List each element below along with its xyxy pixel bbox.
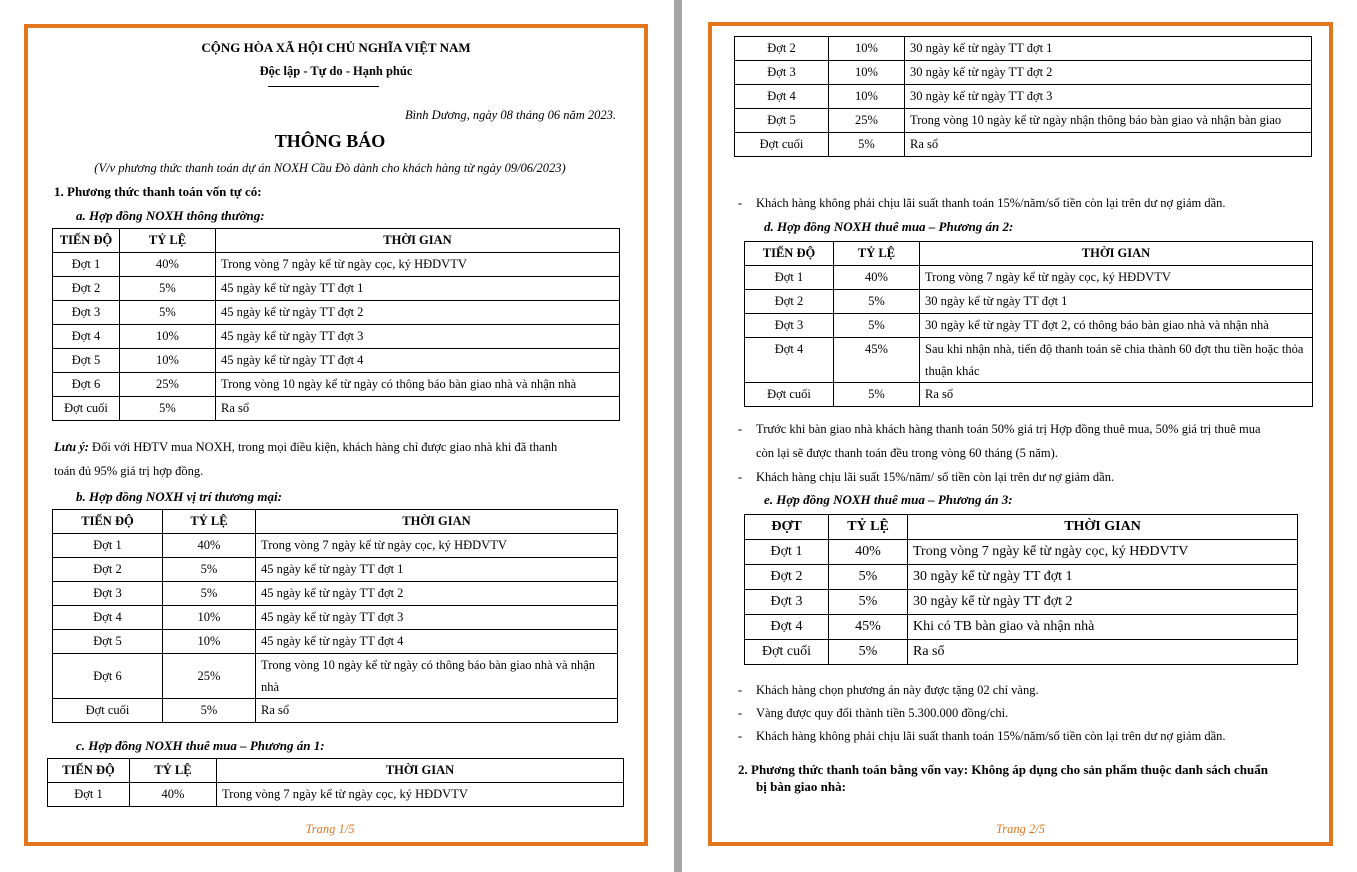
col-header-progress: TIẾN ĐỘ	[53, 510, 163, 534]
cell: Đợt cuối	[53, 397, 120, 421]
cell: Đợt 3	[745, 314, 834, 338]
cell: Đợt 1	[48, 783, 130, 807]
cell: Đợt 4	[735, 85, 829, 109]
col-header-ratio: TỶ LỆ	[163, 510, 256, 534]
table-row	[735, 61, 1312, 85]
page-1	[24, 24, 648, 846]
scroll-divider	[674, 0, 682, 872]
cell: Đợt 1	[53, 534, 163, 558]
table-row	[53, 582, 618, 606]
section-1-heading: 1. Phương thức thanh toán vốn tự có:	[54, 184, 262, 199]
cell: Đợt 3	[53, 301, 120, 325]
bullet-c1: Khách hàng không phải chịu lãi suất thanh toán 15%/năm/số tiền còn lại trên dư nợ giảm dần.	[756, 196, 1226, 210]
cell: Đợt 3	[735, 61, 829, 85]
cell: Đợt cuối	[735, 133, 829, 157]
cell: 30 ngày kể từ ngày TT đợt 2	[905, 61, 1312, 85]
cell: 40%	[130, 783, 217, 807]
cell: Đợt cuối	[745, 383, 834, 407]
cell: 5%	[163, 699, 256, 723]
cell: Trong vòng 7 ngày kể từ ngày cọc, ký HĐDVTV	[908, 540, 1298, 565]
cell: Đợt 3	[745, 590, 829, 615]
cell: Trong vòng 7 ngày kể từ ngày cọc, ký HĐDVTV	[216, 253, 620, 277]
cell: Đợt 6	[53, 373, 120, 397]
page-gap	[663, 0, 693, 872]
date-line: Bình Dương, ngày 08 tháng 06 năm 2023.	[404, 108, 616, 122]
cell: Trong vòng 7 ngày kể từ ngày cọc, ký HĐDVTV	[217, 783, 624, 807]
cell: Đợt 1	[745, 540, 829, 565]
col-header-progress: TIẾN ĐỘ	[53, 229, 120, 253]
table-row	[53, 630, 618, 654]
table-row	[745, 565, 1298, 590]
table-row	[745, 266, 1313, 290]
col-header-time: THỜI GIAN	[217, 759, 624, 783]
table-row	[745, 540, 1298, 565]
table-row	[745, 290, 1313, 314]
table-b	[52, 509, 618, 723]
cell: 45 ngày kể từ ngày TT đợt 3	[216, 325, 620, 349]
cell: Đợt cuối	[53, 699, 163, 723]
table-header-row	[53, 229, 620, 253]
table-e	[744, 514, 1298, 665]
cell: Trong vòng 7 ngày kể từ ngày cọc, ký HĐDVTV	[256, 534, 618, 558]
table-row	[745, 383, 1313, 407]
cell: 10%	[829, 61, 905, 85]
cell: 5%	[829, 565, 908, 590]
cell: Đợt 5	[735, 109, 829, 133]
bullet-e3: Khách hàng không phải chịu lãi suất thanh toán 15%/năm/số tiền còn lại trên dư nợ giảm dần.	[756, 729, 1226, 743]
cell: Đợt 6	[53, 654, 163, 699]
cell: 45%	[829, 615, 908, 640]
cell: Trong vòng 7 ngày kể từ ngày cọc, ký HĐDVTV	[920, 266, 1313, 290]
cell: Đợt 2	[745, 290, 834, 314]
cell: 45 ngày kể từ ngày TT đợt 4	[256, 630, 618, 654]
cell: Đợt 2	[735, 37, 829, 61]
note-line-2: toán đủ 95% giá trị hợp đồng.	[54, 464, 204, 478]
cell: Sau khi nhận nhà, tiến độ thanh toán sẽ chia thành 60 đợt thu tiền hoặc thỏa thuận khác	[920, 338, 1313, 383]
col-header-time: THỜI GIAN	[216, 229, 620, 253]
cell: 10%	[163, 630, 256, 654]
table-row	[53, 277, 620, 301]
cell: Đợt 5	[53, 630, 163, 654]
cell: Trong vòng 10 ngày kể từ ngày nhận thông báo bàn giao và nhận bàn giao	[905, 109, 1312, 133]
table-row	[53, 325, 620, 349]
table-header-row	[745, 515, 1298, 540]
table-row	[745, 590, 1298, 615]
cell: Đợt 2	[745, 565, 829, 590]
cell: 40%	[120, 253, 216, 277]
table-row	[53, 534, 618, 558]
subsection-d-heading: d. Hợp đồng NOXH thuê mua – Phương án 2:	[764, 219, 1014, 234]
cell: Đợt 3	[53, 582, 163, 606]
cell: 25%	[829, 109, 905, 133]
cell: Ra sổ	[920, 383, 1313, 407]
bullet-dash: -	[738, 470, 743, 484]
table-header-row	[48, 759, 624, 783]
col-header-progress: TIẾN ĐỘ	[48, 759, 130, 783]
table-c	[47, 758, 624, 807]
bullet-dash: -	[738, 706, 743, 720]
subsection-e-heading: e. Hợp đồng NOXH thuê mua – Phương án 3:	[764, 492, 1013, 507]
document-title: THÔNG BÁO	[274, 131, 386, 151]
table-c-continued	[734, 36, 1312, 157]
table-row	[735, 133, 1312, 157]
cell: 10%	[120, 325, 216, 349]
page-footer: Trang 2/5	[996, 822, 1045, 836]
col-header-time: THỜI GIAN	[256, 510, 618, 534]
motto: Độc lập - Tự do - Hạnh phúc	[259, 64, 413, 78]
cell: 5%	[120, 277, 216, 301]
note-text: Đối với HĐTV mua NOXH, trong mọi điều kiện, khách hàng chỉ được giao nhà khi đã thanh	[88, 440, 558, 454]
republic-heading: CỘNG HÒA XÃ HỘI CHỦ NGHĨA VIỆT NAM	[201, 40, 471, 55]
cell: 5%	[163, 558, 256, 582]
cell: 10%	[120, 349, 216, 373]
table-header-row	[53, 510, 618, 534]
col-header-time: THỜI GIAN	[908, 515, 1298, 540]
page-2	[708, 22, 1333, 846]
cell: 5%	[829, 640, 908, 665]
cell: 40%	[163, 534, 256, 558]
bullet-e1: Khách hàng chọn phương án này được tặng 02 chỉ vàng.	[756, 683, 1039, 697]
table-row	[53, 253, 620, 277]
cell: 10%	[163, 606, 256, 630]
table-row	[745, 640, 1298, 665]
bullet-dash: -	[738, 683, 743, 697]
cell: 10%	[829, 37, 905, 61]
bullet-d1-line1: Trước khi bàn giao nhà khách hàng thanh toán 50% giá trị Hợp đồng thuê mua, 50% giá trị thuê mua	[756, 422, 1261, 436]
table-row	[53, 654, 618, 699]
cell: 40%	[829, 540, 908, 565]
cell: Ra sổ	[908, 640, 1298, 665]
cell: 45 ngày kể từ ngày TT đợt 2	[216, 301, 620, 325]
cell: 25%	[163, 654, 256, 699]
cell: Đợt 1	[745, 266, 834, 290]
note-label: Lưu ý:	[54, 440, 89, 454]
cell: 5%	[120, 301, 216, 325]
cell: 5%	[163, 582, 256, 606]
table-row	[53, 699, 618, 723]
table-row	[745, 338, 1313, 383]
bullet-e2: Vàng được quy đổi thành tiền 5.300.000 đồng/chỉ.	[756, 706, 1009, 720]
subsection-a-heading: a. Hợp đồng NOXH thông thường:	[76, 208, 265, 223]
table-a	[52, 228, 620, 421]
cell: Đợt cuối	[745, 640, 829, 665]
cell: 5%	[834, 314, 920, 338]
subsection-c-heading: c. Hợp đồng NOXH thuê mua – Phương án 1:	[76, 738, 325, 753]
table-row	[53, 373, 620, 397]
note-line-1	[54, 440, 557, 455]
table-row	[53, 558, 618, 582]
table-row	[53, 397, 620, 421]
cell: 10%	[829, 85, 905, 109]
cell: 30 ngày kể từ ngày TT đợt 2, có thông báo bàn giao nhà và nhận nhà	[920, 314, 1313, 338]
cell: 30 ngày kể từ ngày TT đợt 1	[920, 290, 1313, 314]
bullet-dash: -	[738, 196, 743, 210]
table-row	[735, 37, 1312, 61]
section-2-heading-line1: 2. Phương thức thanh toán bằng vốn vay: Không áp dụng cho sản phẩm thuộc danh sách chuẩn	[738, 762, 1268, 777]
cell: Đợt 2	[53, 277, 120, 301]
col-header-ratio: TỶ LỆ	[130, 759, 217, 783]
table-row	[48, 783, 624, 807]
table-header-row	[745, 242, 1313, 266]
cell: 30 ngày kể từ ngày TT đợt 2	[908, 590, 1298, 615]
cell: 5%	[834, 383, 920, 407]
bullet-dash: -	[738, 729, 743, 743]
cell: 5%	[829, 590, 908, 615]
table-row	[53, 349, 620, 373]
table-row	[745, 314, 1313, 338]
col-header-phase: ĐỢT	[745, 515, 829, 540]
cell: Đợt 2	[53, 558, 163, 582]
cell: Ra sổ	[905, 133, 1312, 157]
page-footer: Trang 1/5	[305, 822, 355, 836]
cell: Trong vòng 10 ngày kể từ ngày có thông báo bàn giao nhà và nhận nhà	[256, 654, 618, 699]
cell: Đợt 4	[745, 615, 829, 640]
cell: Đợt 1	[53, 253, 120, 277]
table-row	[53, 301, 620, 325]
cell: 5%	[829, 133, 905, 157]
table-row	[735, 85, 1312, 109]
cell: 5%	[834, 290, 920, 314]
cell: Đợt 4	[745, 338, 834, 383]
cell: Ra sổ	[216, 397, 620, 421]
col-header-time: THỜI GIAN	[920, 242, 1313, 266]
bullet-d1-line2: còn lại sẽ được thanh toán đều trong vòng 60 tháng (5 năm).	[756, 446, 1058, 460]
cell: 40%	[834, 266, 920, 290]
cell: Đợt 4	[53, 325, 120, 349]
cell: 45 ngày kể từ ngày TT đợt 1	[216, 277, 620, 301]
document-subtitle: (V/v phương thức thanh toán dự án NOXH Cầu Đò dành cho khách hàng từ ngày 09/06/2023)	[94, 161, 566, 175]
col-header-ratio: TỶ LỆ	[834, 242, 920, 266]
cell: Đợt 5	[53, 349, 120, 373]
bullet-d2: Khách hàng chịu lãi suất 15%/năm/ số tiền còn lại trên dư nợ giảm dần.	[756, 470, 1115, 484]
col-header-progress: TIẾN ĐỘ	[745, 242, 834, 266]
cell: Đợt 4	[53, 606, 163, 630]
cell: 30 ngày kể từ ngày TT đợt 1	[908, 565, 1298, 590]
cell: 30 ngày kể từ ngày TT đợt 1	[905, 37, 1312, 61]
cell: 45 ngày kể từ ngày TT đợt 1	[256, 558, 618, 582]
subsection-b-heading: b. Hợp đồng NOXH vị trí thương mại:	[76, 489, 282, 504]
table-d	[744, 241, 1313, 407]
table-row	[745, 615, 1298, 640]
cell: 45 ngày kể từ ngày TT đợt 2	[256, 582, 618, 606]
table-row	[735, 109, 1312, 133]
cell: 5%	[120, 397, 216, 421]
section-2-heading-line2: bị bàn giao nhà:	[756, 779, 846, 794]
motto-underline	[268, 86, 379, 87]
col-header-ratio: TỶ LỆ	[120, 229, 216, 253]
cell: Trong vòng 10 ngày kể từ ngày có thông báo bàn giao nhà và nhận nhà	[216, 373, 620, 397]
cell: 45%	[834, 338, 920, 383]
bullet-dash: -	[738, 422, 743, 436]
cell: 25%	[120, 373, 216, 397]
cell: 30 ngày kể từ ngày TT đợt 3	[905, 85, 1312, 109]
cell: Ra sổ	[256, 699, 618, 723]
cell: 45 ngày kể từ ngày TT đợt 4	[216, 349, 620, 373]
cell: 45 ngày kể từ ngày TT đợt 3	[256, 606, 618, 630]
col-header-ratio: TỶ LỆ	[829, 515, 908, 540]
cell: Khi có TB bàn giao và nhận nhà	[908, 615, 1298, 640]
table-row	[53, 606, 618, 630]
